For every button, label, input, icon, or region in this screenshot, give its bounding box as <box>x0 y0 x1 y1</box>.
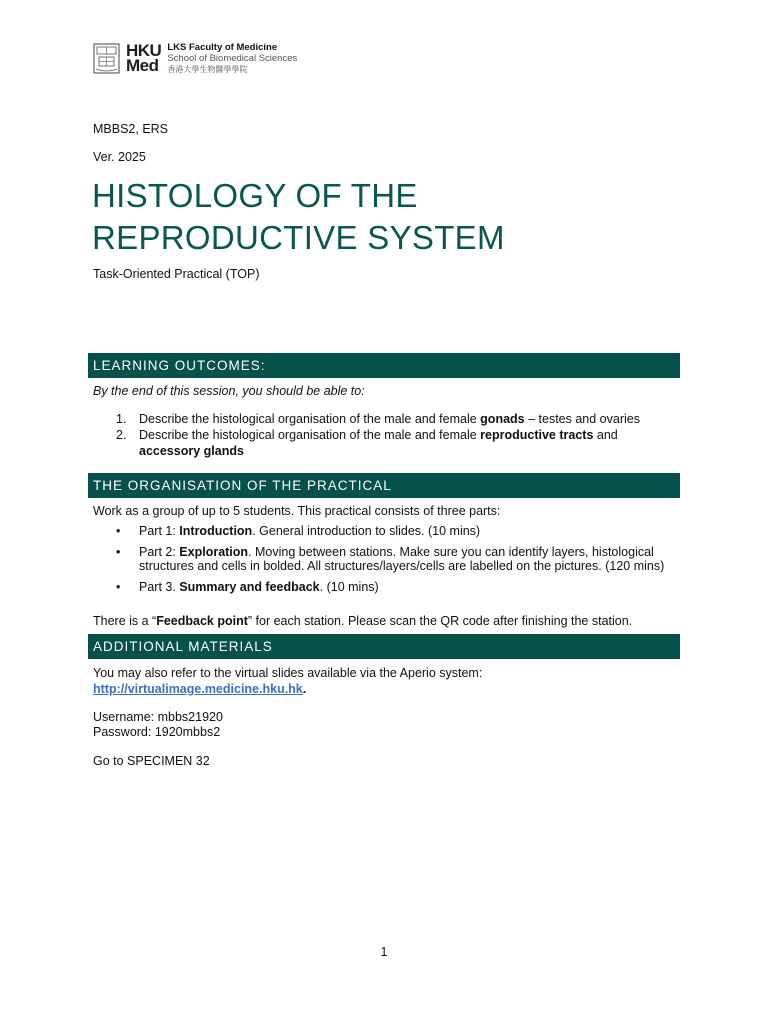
part-prefix: Part 3. <box>139 580 180 594</box>
school-name: School of Biomedical Sciences <box>167 52 298 64</box>
additional-materials-heading: ADDITIONAL MATERIALS <box>88 634 680 659</box>
outcome-bold: accessory glands <box>139 444 244 458</box>
university-crest-icon <box>93 43 120 74</box>
page-title <box>92 175 505 259</box>
link-suffix: . <box>302 682 307 696</box>
list-item <box>116 427 676 459</box>
logo-med-text: Med <box>126 56 159 75</box>
school-name-chinese: 香港大學生物醫學學院 <box>167 64 248 74</box>
course-code: MBBS2, ERS <box>93 122 169 136</box>
feedback-note <box>93 614 632 629</box>
title-line-2: REPRODUCTIVE SYSTEM <box>92 219 505 256</box>
outcome-text: – testes and ovaries <box>524 412 640 426</box>
outcome-bold: gonads <box>480 412 525 426</box>
list-number: 1. <box>116 412 127 426</box>
part-name: Exploration <box>179 545 249 559</box>
outcome-text: Describe the histological organisation of the male and female <box>139 412 481 426</box>
specimen-instruction: Go to SPECIMEN 32 <box>93 754 210 768</box>
part-name: Introduction <box>179 524 253 538</box>
list-item <box>116 524 676 538</box>
username-text: Username: mbbs21920 <box>93 710 223 724</box>
outcome-text: Describe the histological organisation of the male and female <box>139 428 481 442</box>
part-prefix: Part 1: <box>139 524 180 538</box>
version-label: Ver. 2025 <box>93 150 146 164</box>
bullet-icon: • <box>116 545 121 559</box>
page-number: 1 <box>380 945 388 959</box>
organisation-heading: THE ORGANISATION OF THE PRACTICAL <box>88 473 680 498</box>
virtual-slides-link[interactable]: http://virtualimage.medicine.hku.hk <box>93 682 303 696</box>
feedback-text: ” for each station. Please scan the QR code after finishing the station. <box>247 614 633 628</box>
organisation-intro: Work as a group of up to 5 students. This practical consists of three parts: <box>93 504 501 518</box>
additional-materials-text: You may also refer to the virtual slides available via the Aperio system: <box>93 666 483 680</box>
list-number: 2. <box>116 428 127 442</box>
list-item <box>116 580 676 594</box>
feedback-text: There is a “ <box>93 614 157 628</box>
part-text: . (10 mins) <box>319 580 379 594</box>
page-subtitle: Task-Oriented Practical (TOP) <box>93 267 260 281</box>
learning-outcomes-list <box>116 411 676 459</box>
learning-outcomes-intro: By the end of this session, you should be able to: <box>93 384 365 398</box>
outcome-text: and <box>593 428 618 442</box>
faculty-name: LKS Faculty of Medicine <box>167 41 278 53</box>
part-text: . General introduction to slides. (10 mins) <box>252 524 481 538</box>
logo-hku-text: HKU <box>126 41 162 60</box>
part-name: Summary and feedback <box>179 580 320 594</box>
bullet-icon: • <box>116 524 121 538</box>
password-text: Password: 1920mbbs2 <box>93 725 221 739</box>
list-item <box>116 411 676 427</box>
practical-parts-list <box>116 524 676 601</box>
feedback-bold: Feedback point <box>156 614 248 628</box>
virtual-slides-line <box>93 682 306 697</box>
outcome-bold: reproductive tracts <box>480 428 594 442</box>
part-text: . Moving between stations. Make sure you can identify layers, histological structures and cells in bolded. All structures/layers/cells are labelled on the pictures. (120 mins) <box>139 545 665 573</box>
part-prefix: Part 2: <box>139 545 180 559</box>
list-item <box>116 545 676 573</box>
learning-outcomes-heading: LEARNING OUTCOMES: <box>88 353 680 378</box>
hku-med-logo <box>93 42 297 74</box>
title-line-1: HISTOLOGY OF THE <box>92 177 418 214</box>
bullet-icon: • <box>116 580 121 594</box>
